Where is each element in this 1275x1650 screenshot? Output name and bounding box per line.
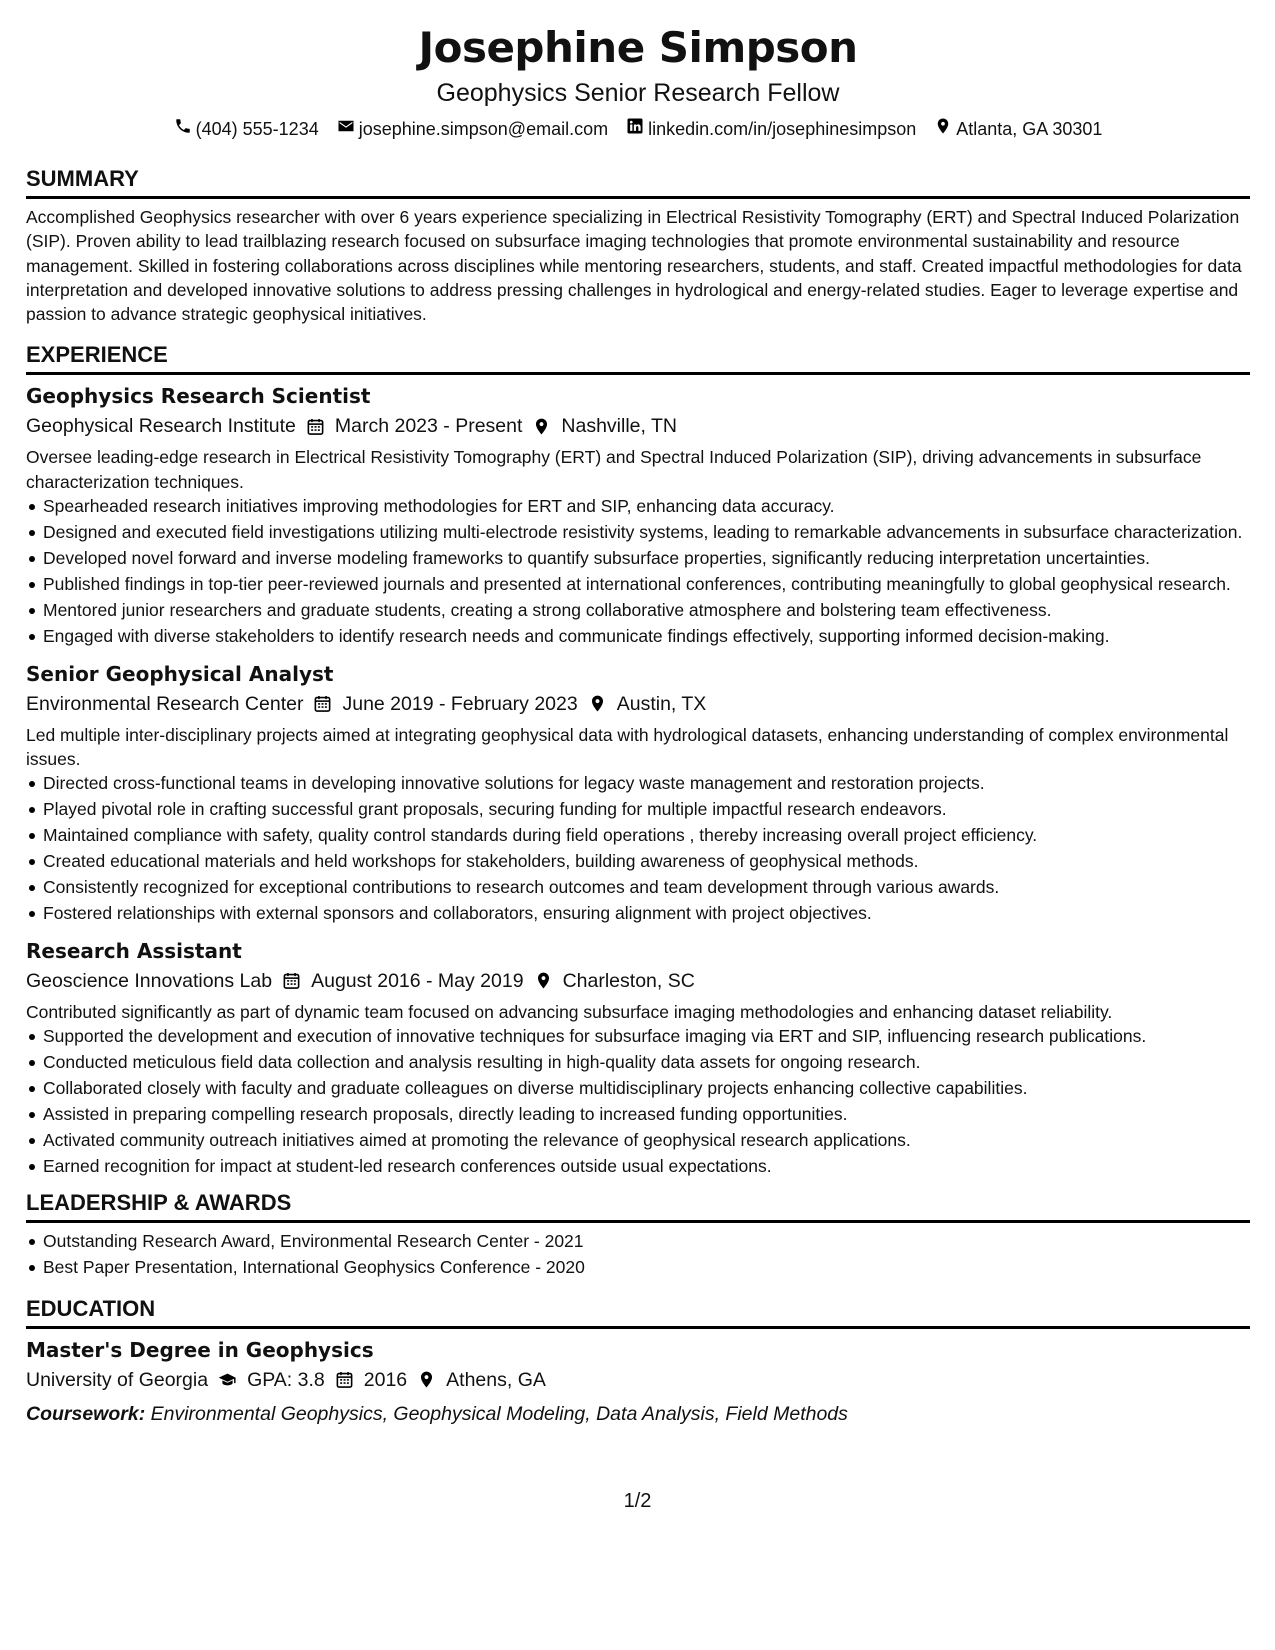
bullet-item: Developed novel forward and inverse modeling frameworks to quantify subsurface properties, significantly reducing interpretation uncertainties. (43, 546, 1250, 571)
coursework (26, 1399, 1250, 1429)
bullet-item: Published findings in top-tier peer-reviewed journals and presented at international conferences, contributing meaningfully to global geophysical research. (43, 572, 1250, 597)
job-bullets (26, 771, 1250, 926)
job-org: Geophysical Research Institute (26, 415, 296, 438)
calendar-icon (335, 1370, 354, 1389)
bullet-item: Designed and executed field investigations utilizing multi-electrode resistivity systems, leading to remarkable advancements in subsurface characterization. (43, 520, 1250, 545)
bullet-item: Mentored junior researchers and graduate students, creating a strong collaborative atmosphere and bolstering team effectiveness. (43, 598, 1250, 623)
map-pin-icon (532, 417, 551, 436)
job-org: Environmental Research Center (26, 692, 304, 715)
job-bullets (26, 1024, 1250, 1179)
job-org: Geoscience Innovations Lab (26, 969, 273, 992)
award-item: Best Paper Presentation, International Geophysics Conference - 2020 (43, 1255, 1250, 1280)
education-section (26, 1294, 1250, 1429)
resume-page (26, 20, 1250, 1429)
bullet-item: Fostered relationships with external sponsors and collaborators, ensuring alignment with project objectives. (43, 901, 1250, 926)
bullet-item: Assisted in preparing compelling research proposals, directly leading to increased funding opportunities. (43, 1102, 1250, 1127)
map-pin-icon (588, 694, 607, 713)
job-title: Senior Geophysical Analyst (26, 661, 334, 686)
education-meta (26, 1365, 1250, 1395)
candidate-name: Josephine Simpson (418, 23, 858, 72)
linkedin-icon (626, 116, 644, 142)
job-meta (26, 411, 1250, 441)
section-heading: LEADERSHIP & AWARDS (26, 1188, 1250, 1223)
school-name: University of Georgia (26, 1368, 209, 1391)
bullet-item: Created educational materials and held workshops for stakeholders, building awareness of geophysical methods. (43, 849, 1250, 874)
graduation-year: 2016 (363, 1368, 408, 1391)
coursework-list: Environmental Geophysics, Geophysical Modeling, Data Analysis, Field Methods (150, 1402, 848, 1425)
job-dates: June 2019 - February 2023 (342, 692, 578, 715)
bullet-item: Conducted meticulous field data collection and analysis resulting in high-quality data assets for ongoing research. (43, 1050, 1250, 1075)
bullet-item: Supported the development and execution of innovative techniques for subsurface imaging via ERT and SIP, influencing research publications. (43, 1024, 1250, 1049)
map-pin-icon (934, 116, 952, 142)
job-description: Oversee leading-edge research in Electrical Resistivity Tomography (ERT) and Spectral Induced Polarization (SIP), driving advancements in subsurface characterization techniques. (26, 447, 1202, 492)
experience-section (26, 340, 1250, 1178)
bullet-item: Consistently recognized for exceptional contributions to research outcomes and team development through various awards. (43, 875, 1250, 900)
job-location: Charleston, SC (562, 969, 695, 992)
calendar-icon (306, 417, 325, 436)
summary-text: Accomplished Geophysics researcher with over 6 years experience specializing in Electrical Resistivity Tomography (ERT) and Spectral Induced Polarization (SIP). Proven ability to lead trailblazing research focused on subsurface imaging technologies that promote environmental sustainability and resource management. Skilled in fostering collaborations across disciplines while mentoring researchers, students, and staff. Created impactful methodologies for data interpretation and developed innovative solutions to address pressing challenges in hydrological and energy-related studies. Eager to leverage expertise and passion to advance strategic geophysical initiatives. (26, 207, 1242, 325)
candidate-title: Geophysics Senior Research Fellow (436, 79, 840, 107)
page-number: 1/2 (623, 1490, 652, 1512)
awards-section (26, 1188, 1250, 1280)
section-heading: EXPERIENCE (26, 340, 1250, 375)
job-location: Austin, TX (616, 692, 707, 715)
school-location: Athens, GA (446, 1368, 546, 1391)
job-location: Nashville, TN (561, 415, 677, 438)
degree-title: Master's Degree in Geophysics (26, 1337, 374, 1362)
graduation-cap-icon (218, 1370, 237, 1389)
gpa: GPA: 3.8 (247, 1368, 325, 1391)
bullet-item: Activated community outreach initiatives aimed at promoting the relevance of geophysical research applications. (43, 1128, 1250, 1153)
summary-section (26, 164, 1250, 326)
contact-linkedin[interactable] (626, 116, 916, 142)
job-bullets (26, 494, 1250, 649)
job-entry (26, 936, 1250, 1179)
calendar-icon (313, 694, 332, 713)
job-title: Geophysics Research Scientist (26, 384, 371, 409)
contact-phone-text: (404) 555-1234 (195, 119, 319, 139)
job-title: Research Assistant (26, 938, 242, 963)
section-heading: SUMMARY (26, 164, 1250, 199)
job-dates: August 2016 - May 2019 (311, 969, 524, 992)
bullet-item: Collaborated closely with faculty and graduate colleagues on diverse multidisciplinary projects enhancing collective capabilities. (43, 1076, 1250, 1101)
map-pin-icon (417, 1370, 436, 1389)
job-entry (26, 659, 1250, 926)
contact-linkedin-text: linkedin.com/in/josephinesimpson (648, 119, 917, 139)
envelope-icon (337, 116, 355, 142)
job-meta (26, 966, 1250, 996)
calendar-icon (282, 971, 301, 990)
section-heading: EDUCATION (26, 1294, 1250, 1329)
map-pin-icon (534, 971, 553, 990)
job-meta (26, 689, 1250, 719)
coursework-label: Coursework: (26, 1402, 146, 1425)
contact-bar (26, 116, 1250, 142)
contact-phone[interactable] (174, 116, 319, 142)
bullet-item: Spearheaded research initiatives improving methodologies for ERT and SIP, enhancing data accuracy. (43, 494, 1250, 519)
contact-email-text: josephine.simpson@email.com (358, 119, 609, 139)
contact-location-text: Atlanta, GA 30301 (956, 119, 1103, 139)
job-description: Contributed significantly as part of dynamic team focused on advancing subsurface imaging methodologies and enhancing dataset reliability. (26, 1001, 1113, 1022)
bullet-item: Directed cross-functional teams in developing innovative solutions for legacy waste management and restoration projects. (43, 771, 1250, 796)
bullet-item: Engaged with diverse stakeholders to identify research needs and communicate findings effectively, supporting informed decision-making. (43, 624, 1250, 649)
job-entry (26, 381, 1250, 648)
phone-icon (174, 116, 192, 142)
job-description: Led multiple inter-disciplinary projects aimed at integrating geophysical data with hydrological datasets, enhancing understanding of complex environmental issues. (26, 724, 1229, 769)
job-dates: March 2023 - Present (334, 415, 523, 438)
award-item: Outstanding Research Award, Environmental Research Center - 2021 (43, 1229, 1250, 1254)
contact-email[interactable] (337, 116, 608, 142)
bullet-item: Earned recognition for impact at student-led research conferences outside usual expectations. (43, 1154, 1250, 1179)
bullet-item: Maintained compliance with safety, quality control standards during field operations , thereby increasing overall project efficiency. (43, 823, 1250, 848)
awards-list (26, 1229, 1250, 1280)
bullet-item: Played pivotal role in crafting successful grant proposals, securing funding for multiple impactful research endeavors. (43, 797, 1250, 822)
contact-location (934, 116, 1102, 142)
